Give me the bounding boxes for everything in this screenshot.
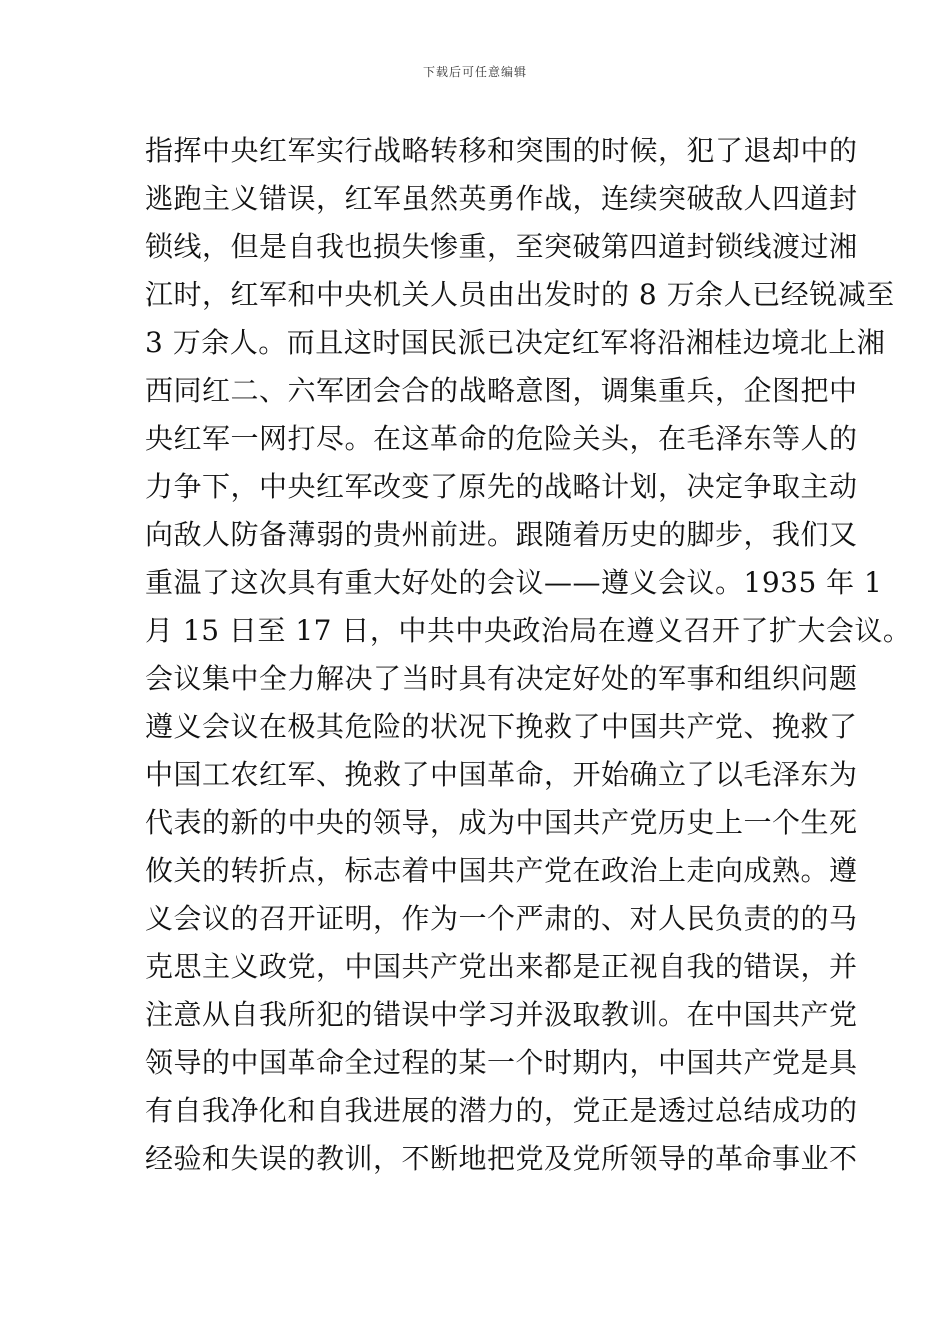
- text-line: 月 15 日至 17 日，中共中央政治局在遵义召开了扩大会议。: [145, 614, 912, 647]
- text-line: 央红军一网打尽。在这革命的危险关头，在毛泽东等人的: [145, 422, 858, 455]
- text-line: 代表的新的中央的领导，成为中国共产党历史上一个生死: [145, 806, 858, 839]
- text-line: 逃跑主义错误，红军虽然英勇作战，连续突破敌人四道封: [145, 182, 858, 215]
- text-line: 重温了这次具有重大好处的会议——遵义会议。1935 年 1: [145, 566, 883, 599]
- text-line: 注意从自我所犯的错误中学习并汲取教训。在中国共产党: [145, 998, 858, 1031]
- text-line: 攸关的转折点，标志着中国共产党在政治上走向成熟。遵: [145, 854, 858, 887]
- text-line: 3 万余人。而且这时国民派已决定红军将沿湘桂边境北上湘: [145, 326, 886, 359]
- text-line: 力争下，中央红军改变了原先的战略计划，决定争取主动: [145, 470, 858, 503]
- text-line: 有自我净化和自我进展的潜力的，党正是透过总结成功的: [145, 1094, 858, 1127]
- text-line: 西同红二、六军团会合的战略意图，调集重兵，企图把中: [145, 374, 858, 407]
- text-line: 经验和失误的教训，不断地把党及党所领导的革命事业不: [145, 1142, 858, 1175]
- text-line: 克思主义政党，中国共产党出来都是正视自我的错误，并: [145, 950, 858, 983]
- text-line: 领导的中国革命全过程的某一个时期内，中国共产党是具: [145, 1046, 858, 1079]
- text-line: 指挥中央红军实行战略转移和突围的时候，犯了退却中的: [145, 134, 858, 167]
- text-line: 会议集中全力解决了当时具有决定好处的军事和组织问题: [145, 662, 858, 695]
- text-line: 遵义会议在极其危险的状况下挽救了中国共产党、挽救了: [145, 710, 858, 743]
- text-line: 中国工农红军、挽救了中国革命，开始确立了以毛泽东为: [145, 758, 858, 791]
- text-line: 义会议的召开证明，作为一个严肃的、对人民负责的的马: [145, 902, 858, 935]
- page-header: 下载后可任意编辑: [422, 65, 527, 79]
- text-line: 江时，红军和中央机关人员由出发时的 8 万余人已经锐减至: [145, 278, 895, 311]
- body-text: [145, 127, 912, 1183]
- text-line: 向敌人防备薄弱的贵州前进。跟随着历史的脚步，我们又: [145, 518, 858, 551]
- text-line: 锁线，但是自我也损失惨重，至突破第四道封锁线渡过湘: [145, 230, 858, 263]
